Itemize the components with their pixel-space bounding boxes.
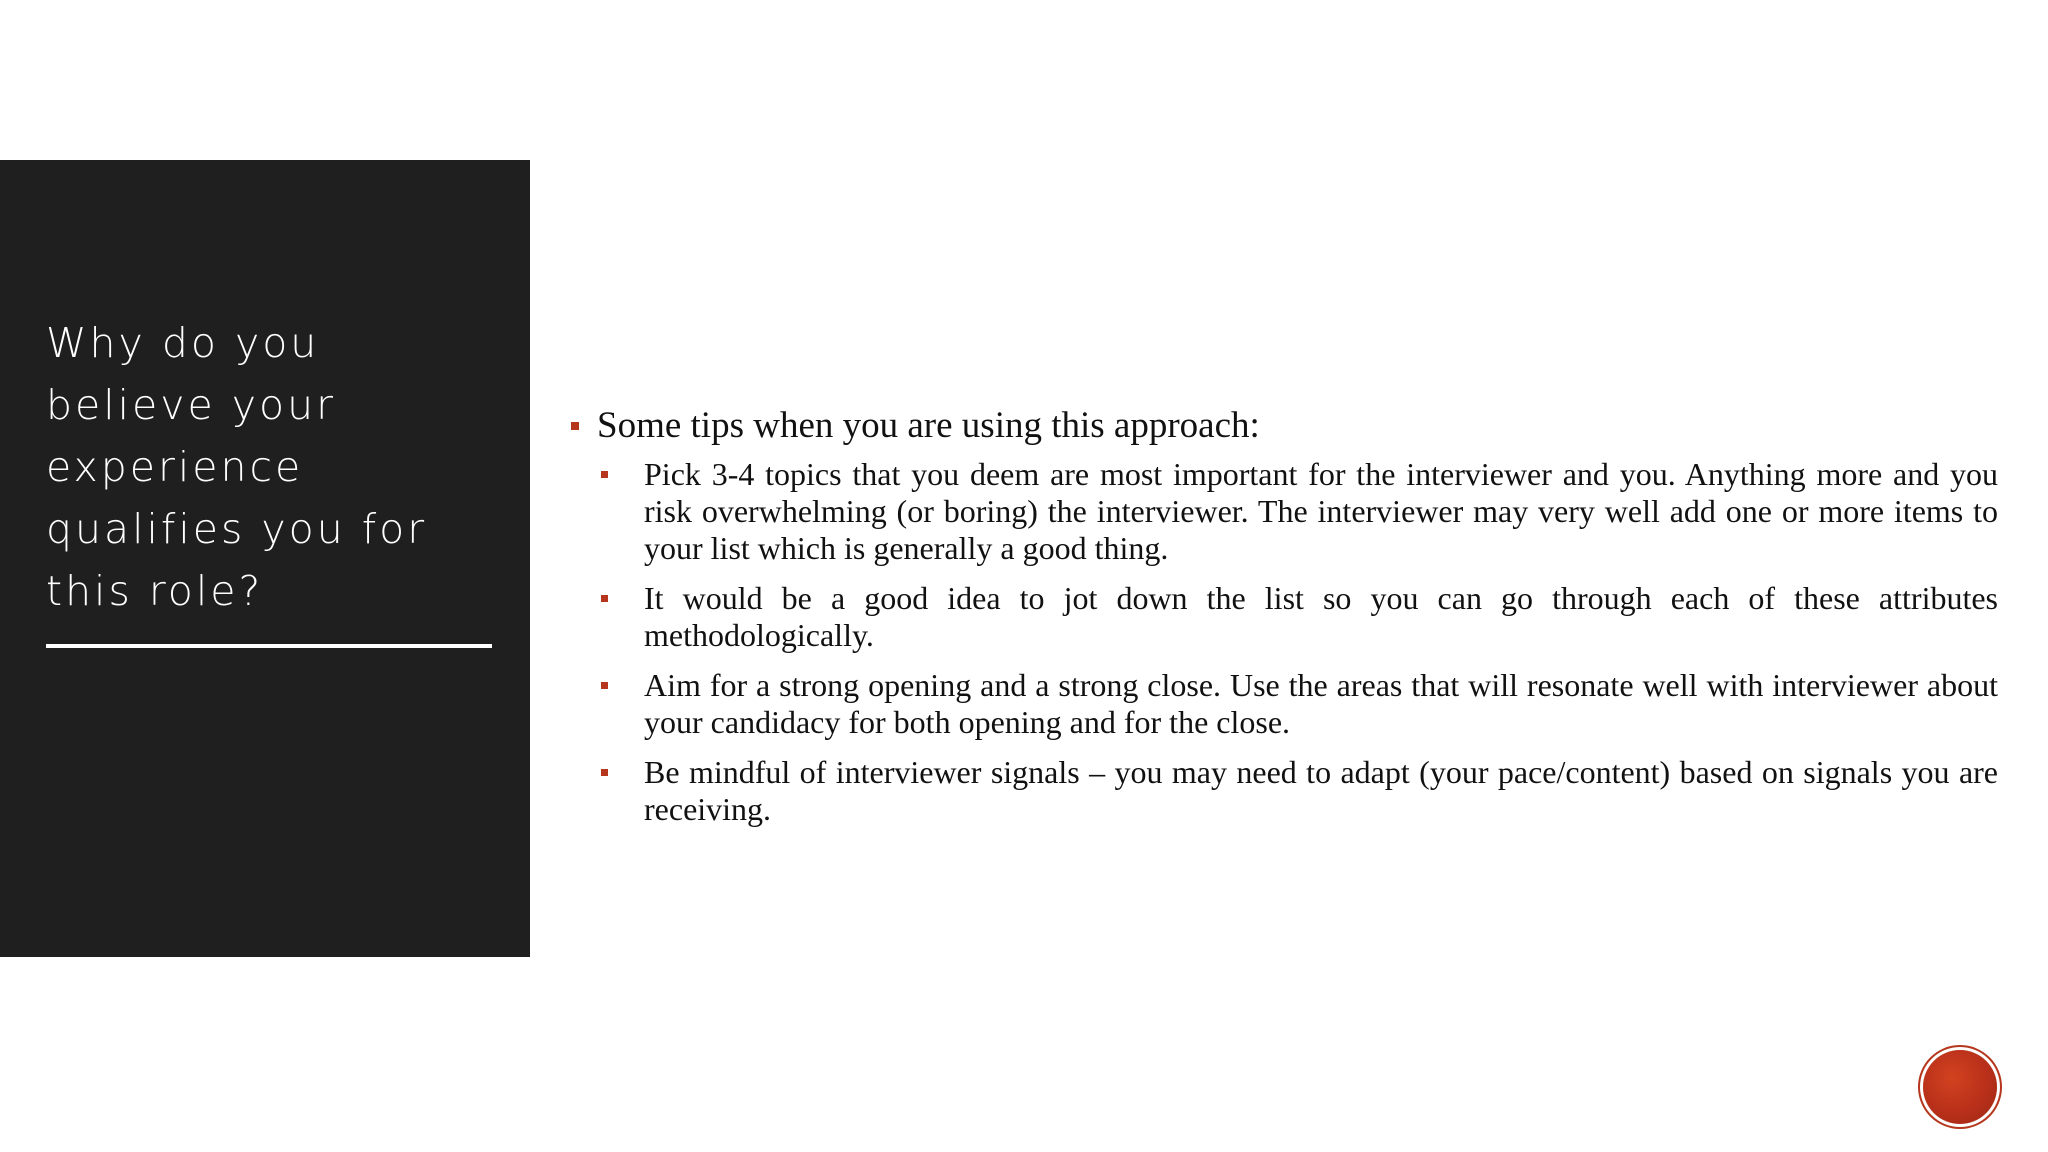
sub-bullet-item [568,456,1998,567]
sub-bullet-text: It would be a good idea to jot down the list so you can go through each of these attributes methodologically. [644,580,1998,653]
square-bullet-icon [601,769,608,776]
sub-bullet-text: Pick 3-4 topics that you deem are most important for the interviewer and you. Anything more and you risk overwhelming (or boring) the interviewer. The interviewer may very well add one or more items to your list which is generally a good thing. [644,456,1998,566]
sub-bullet-text: Aim for a strong opening and a strong close. Use the areas that will resonate well with interviewer about your candidacy for both opening and for the close. [644,667,1998,740]
slide-title: Why do you believe your experience qualifies you for this role? [46,319,428,615]
square-bullet-icon [601,471,608,478]
square-bullet-icon [601,595,608,602]
sub-bullet-item [568,754,1998,828]
title-underline [46,644,492,648]
main-bullet [568,404,1998,448]
sub-bullet-item [568,580,1998,654]
sub-bullet-list [568,456,1998,828]
content-area [568,404,1998,841]
circle-button-icon[interactable] [1923,1050,1997,1124]
square-bullet-icon [601,682,608,689]
sub-bullet-text: Be mindful of interviewer signals – you may need to adapt (your pace/content) based on signals you are receiving. [644,754,1998,827]
square-bullet-icon [571,422,579,430]
sub-bullet-item [568,667,1998,741]
main-bullet-text: Some tips when you are using this approach: [597,405,1260,446]
